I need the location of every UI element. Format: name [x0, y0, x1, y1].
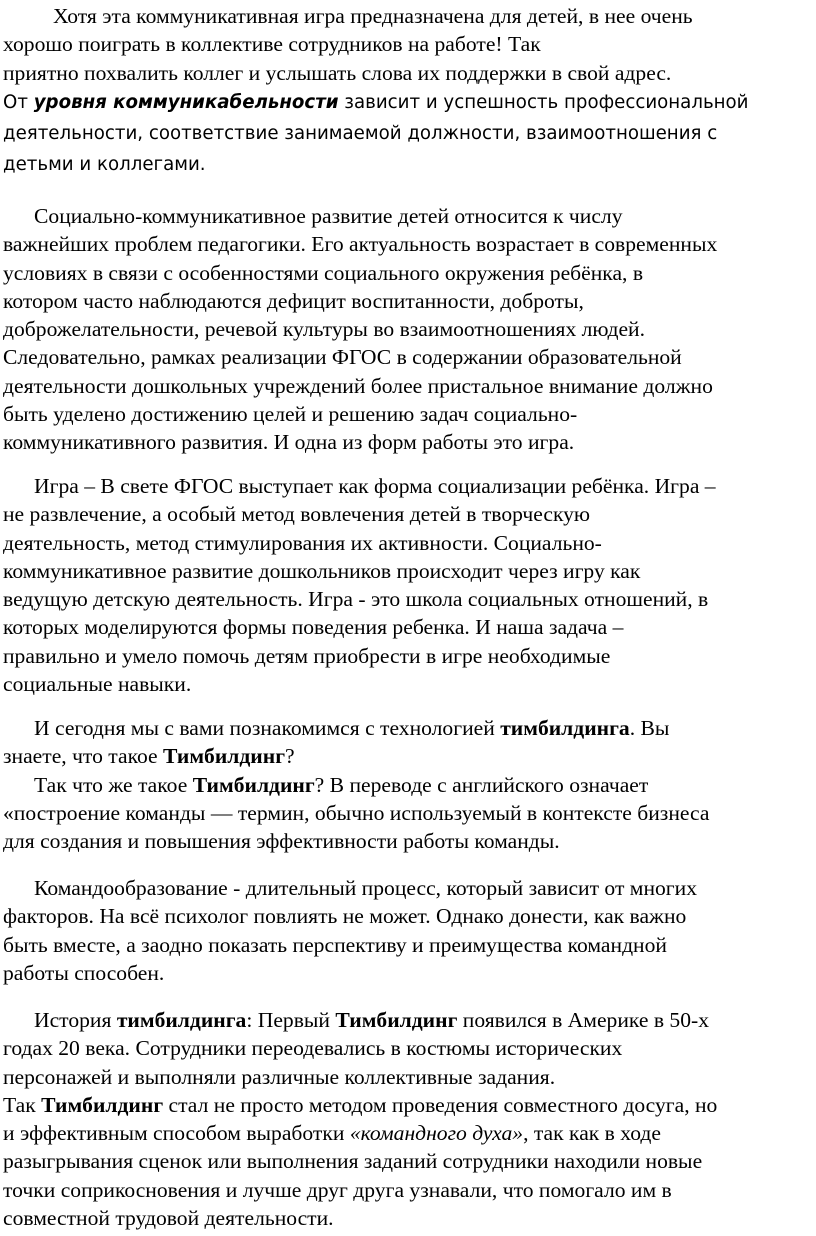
- text-line: Командообразование - длительный процесс, который зависит от многих: [34, 876, 698, 900]
- paragraph-teambuilding: [3, 714, 815, 855]
- text-line: Игра – В свете ФГОС выступает как форма социализации ребёнка. Игра –: [34, 474, 716, 498]
- text-run: и эффективным способом выработки: [3, 1121, 350, 1146]
- text-run: , так как в ходе: [523, 1121, 661, 1146]
- paragraph-team-formation: [3, 874, 815, 987]
- text-run: Так что же такое: [34, 772, 193, 797]
- text-line: социальные навыки.: [3, 672, 192, 697]
- text-line: важнейших проблем педагогики. Его актуальность возрастает в современных: [3, 232, 718, 257]
- text-line: котором часто наблюдаются дефицит воспитанности, доброты,: [3, 288, 584, 313]
- paragraph-game: [3, 472, 815, 698]
- paragraph-intro: [3, 2, 815, 87]
- text-line: [3, 1006, 815, 1034]
- text-line: не развлечение, а особый метод вовлечения детей в творческую: [3, 502, 591, 527]
- text-line: приятно похвалить коллег и услышать слова их поддержки в свой адрес.: [3, 60, 672, 85]
- text-line: [3, 714, 815, 742]
- text-line: точки соприкосновения и лучше друг друга узнавали, что помогало им в: [3, 1177, 672, 1202]
- text-line: [3, 742, 815, 770]
- text-line: детьми и коллегами.: [3, 154, 206, 175]
- text-line: условиях в связи с особенностями социального окружения ребёнка, в: [3, 260, 644, 285]
- text-line: Следовательно, рамках реализации ФГОС в содержании образовательной: [3, 345, 682, 370]
- text-run: появился в Америке в 50-х: [457, 1008, 709, 1032]
- text-line: быть вместе, а заодно показать перспективу и преимущества командной: [3, 932, 667, 957]
- paragraph-social-development: [3, 202, 815, 457]
- paragraph-communication-level: [3, 87, 815, 180]
- bold-term: Тимбилдинг: [192, 772, 315, 797]
- text-line: [3, 1119, 815, 1147]
- text-run: знаете, что такое: [3, 744, 164, 769]
- bold-term: тимбилдинга: [500, 716, 630, 740]
- bold-term: Тимбилдинг: [41, 1092, 164, 1117]
- text-line: деятельности дошкольных учреждений более пристальное внимание должно: [3, 373, 713, 398]
- italic-term: «командного духа»: [349, 1121, 524, 1146]
- text-line: персонажей и выполняли различные коллективные задания.: [3, 1064, 556, 1089]
- text-line: ведущую детскую деятельность. Игра - это школа социальных отношений, в: [3, 587, 709, 612]
- text-run: . Вы: [629, 716, 670, 740]
- text-line: хорошо поиграть в коллективе сотрудников на работе! Так: [3, 32, 541, 57]
- text-line: разыгрывания сценок или выполнения заданий сотрудники находили новые: [3, 1149, 703, 1174]
- text-run: Так: [3, 1092, 42, 1117]
- text-line: коммуникативного развития. И одна из форм работы это игра.: [3, 430, 575, 455]
- text-line: деятельность, метод стимулирования их активности. Социально-: [3, 530, 602, 555]
- text-run: И сегодня мы с вами познакомимся с технологией: [34, 716, 501, 740]
- text-line: коммуникативное развитие дошкольников происходит через игру как: [3, 558, 641, 583]
- text-line: факторов. На всё психолог повлиять не может. Однако донести, как важно: [3, 904, 687, 929]
- text-line: годах 20 века. Сотрудники переодевались в костюмы исторических: [3, 1036, 623, 1061]
- text-line: [3, 771, 815, 799]
- text-line: совместной трудовой деятельности.: [3, 1206, 334, 1231]
- bold-term: тимбилдинга: [116, 1008, 247, 1032]
- text-line: [3, 1091, 815, 1119]
- text-run: История: [34, 1008, 117, 1032]
- text-line: правильно и умело помочь детям приобрести в игре необходимые: [3, 643, 611, 668]
- text-run: : Первый: [246, 1008, 336, 1032]
- text-run: зависит и успешность профессиональной: [338, 92, 749, 113]
- text-run: стал не просто методом проведения совместного досуга, но: [163, 1092, 718, 1117]
- text-run: От: [3, 92, 34, 113]
- bold-term: Тимбилдинг: [163, 744, 285, 769]
- paragraph-history: [3, 1006, 815, 1232]
- text-line: для создания и повышения эффективности работы команды.: [3, 829, 560, 854]
- text-line: Хотя эта коммуникативная игра предназначена для детей, в нее очень: [53, 4, 693, 28]
- text-line: «построение команды — термин, обычно используемый в контексте бизнеса: [3, 800, 710, 825]
- text-line: которых моделируются формы поведения ребенка. И наша задача –: [3, 615, 624, 640]
- emphasis-text: уровня коммуникабельности: [33, 92, 339, 113]
- text-run: ? В переводе с английского означает: [314, 772, 649, 797]
- text-line: [3, 87, 815, 118]
- text-line: деятельности, соответствие занимаемой должности, взаимоотношения с: [3, 123, 718, 144]
- bold-term: Тимбилдинг: [335, 1008, 458, 1032]
- text-line: доброжелательности, речевой культуры во взаимоотношениях людей.: [3, 317, 645, 342]
- text-line: работы способен.: [3, 960, 165, 985]
- text-run: ?: [285, 744, 295, 769]
- text-line: Социально-коммуникативное развитие детей относится к числу: [34, 204, 623, 228]
- text-line: быть уделено достижению целей и решению задач социально-: [3, 402, 578, 427]
